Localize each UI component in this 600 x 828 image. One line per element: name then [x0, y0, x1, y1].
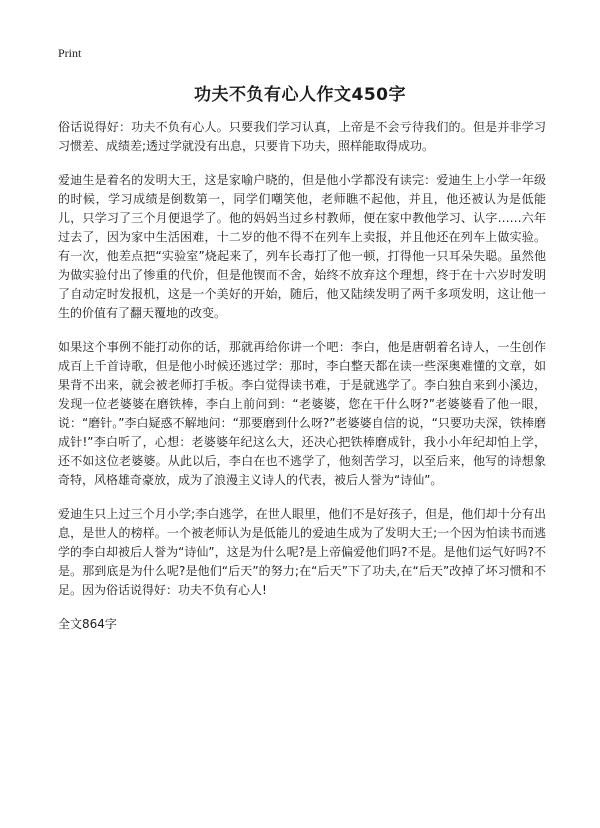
- article-body: [58, 118, 546, 634]
- paragraph-1: 俗话说得好：功夫不负有心人。只要我们学习认真，上帝是不会亏待我们的。但是并非学习习惯差、成绩差;透过学就没有出息，只要肯下功夫，照样能取得成功。: [58, 120, 546, 153]
- paragraph-4: 爱迪生只上过三个月小学;李白逃学，在世人眼里，他们不是好孩子，但是，他们却十分有出息，是世人的榜样。一个被老师认为是低能儿的爱迪生成为了发明大王;一个因为怕读书而逃学的李白却被后人誉为“诗仙”，这是为什么呢?是上帝偏爱他们吗?不是。是他们运气好吗?不是。那到底是为什么呢?是他们“后天”的努力;在“后天”下了功夫,在“后天”改掉了坏习惯和不足。因为俗话说得好：功夫不负有心人!: [58, 507, 546, 597]
- print-link[interactable]: Print: [58, 46, 82, 60]
- paragraph-2: 爱迪生是着名的发明大王，这是家喻户晓的，但是他小学都没有读完：爱迪生上小学一年级的时候，学习成绩是倒数第一，同学们嘲笑他，老师瞧不起他，并且，他还被认为是低能儿，只学习了三个月便退学了。他的妈妈当过乡村教师，便在家中教他学习、认字……六年过去了，因为家中生活困难，十二岁的他不得不在列车上卖报，并且他还在列车上做实验。有一次，他差点把“实验室”烧起来了，列车长毒打了他一顿，打得他一只耳朵失聪。虽然他为做实验付出了惨重的代价，但是他锲而不舍，始终不放弃这个理想，终于在十六岁时发明了自动定时发报机，这是一个美好的开始，随后，他又陆续发明了两千多项发明，这让他一生的价值有了翻天覆地的改变。: [58, 173, 546, 320]
- paragraph-3: 如果这个事例不能打动你的话，那就再给你讲一个吧：李白，他是唐朝着名诗人，一生创作成百上千首诗歌，但是他小时候还逃过学：那时，李白整天都在读一些深奥难懂的文章，如果背不出来，就会被老师打手板。李白觉得读书难，于是就逃学了。李白独自来到小溪边，发现一位老婆婆在磨铁棒，李白上前问到：“老婆婆，您在干什么呀?”老婆婆看了他一眼，说：“磨针。”李白疑惑不解地问：“那要磨到什么呀?”老婆婆自信的说，“只要功夫深，铁棒磨成针!”李白听了，心想：老婆婆年纪这么大，还决心把铁棒磨成针，我小小年纪却怕上学，还不如这位老婆婆。从此以后，李白在也不逃学了，他刻苦学习，以至后来，他写的诗想象奇特，风格雄奇豪放，成为了浪漫主义诗人的代表，被后人誉为“诗仙”。: [58, 340, 546, 487]
- article-title: 功夫不负有心人作文450字: [194, 85, 406, 105]
- word-count: 全文864字: [58, 617, 117, 631]
